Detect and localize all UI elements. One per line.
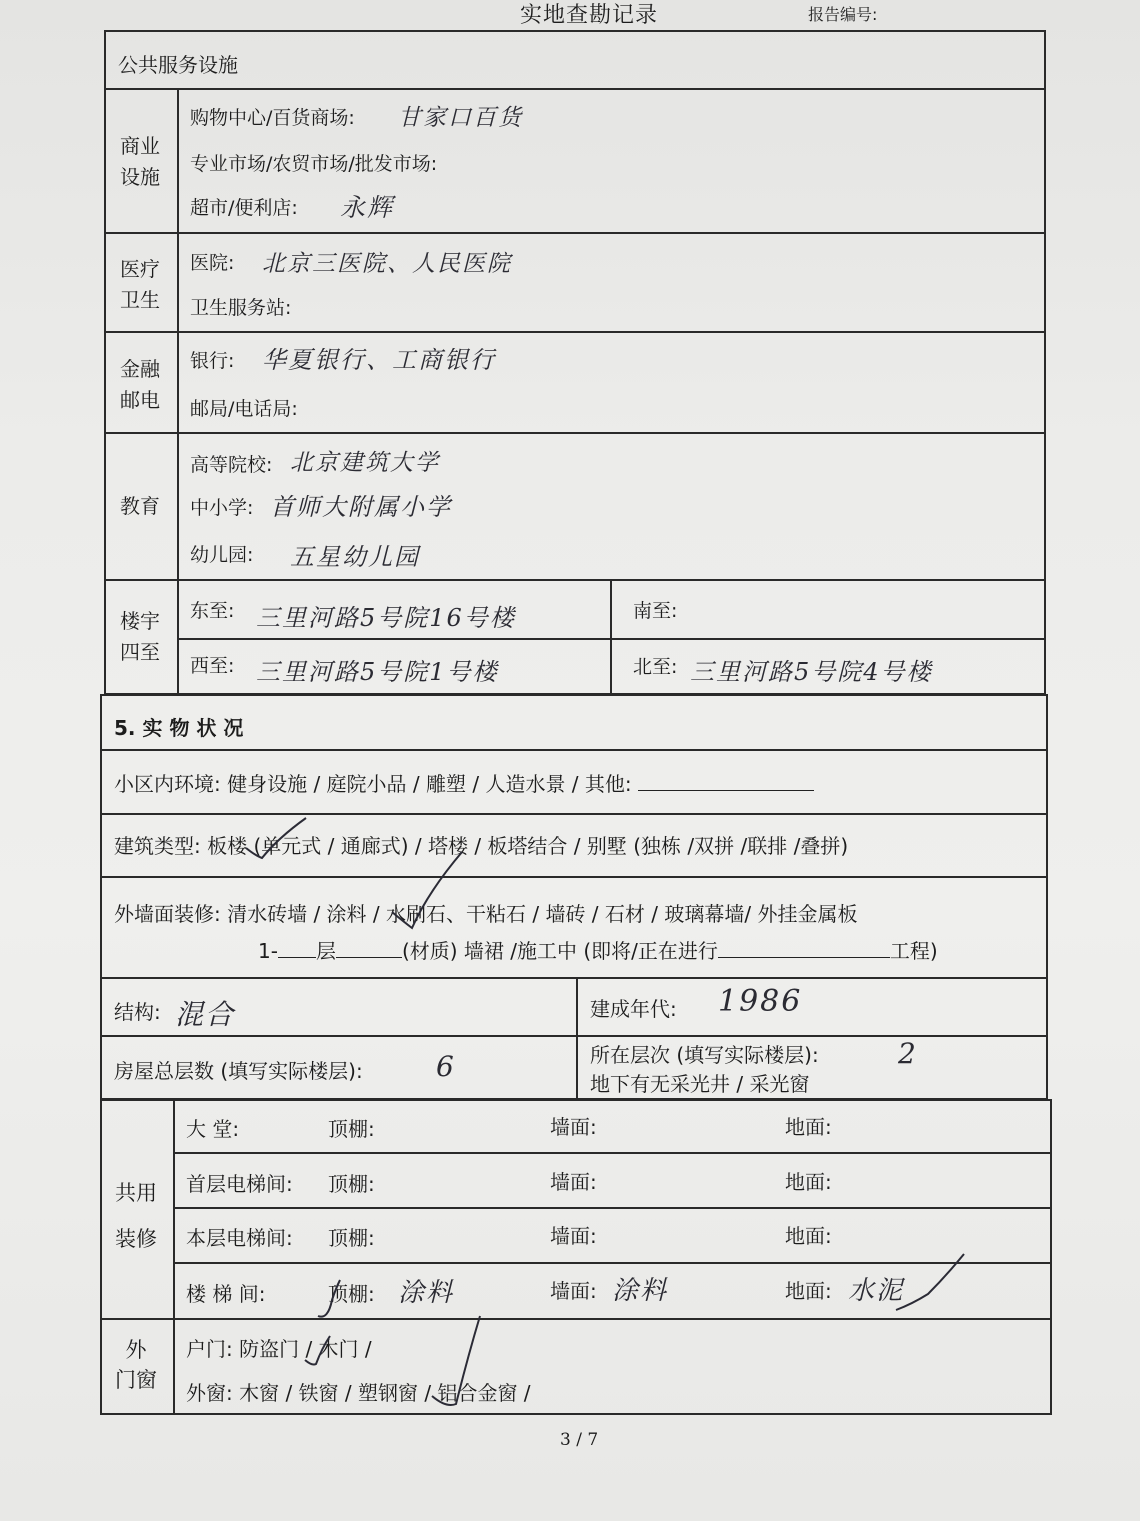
building-type-line: 建筑类型: 板楼 (单元式 / 通廊式) / 塔楼 / 板塔结合 / 别墅 (独栋 /双拼 /联排 /叠拼) [114,834,849,858]
window-line: 外窗: 木窗 / 铁窗 / 塑钢窗 / 铝合金窗 / [186,1381,531,1405]
year-value: 1986 [718,984,803,1019]
bank-value: 华夏银行、工商银行 [262,346,496,374]
supermarket-label: 超市/便利店: [190,197,298,219]
floors-label: 房屋总层数 (填写实际楼层): [114,1059,363,1083]
report-number-label: 报告编号: [808,5,878,24]
environment-line: 小区内环境: 健身设施 / 庭院小品 / 雕塑 / 人造水景 / 其他: [114,768,814,797]
check-mark-facade [392,852,462,928]
lightwell-line: 地下有无采光井 / 采光窗 [590,1072,810,1096]
clinic-label: 卫生服务站: [190,297,292,319]
post-label: 邮局/电话局: [190,398,298,420]
doors-windows-label: 外 门窗 [115,1338,157,1392]
check-mark-stair-floor [896,1254,964,1310]
mall-value: 甘家口百货 [398,105,523,131]
level-label: 所在层次 (填写实际楼层): [590,1043,819,1067]
bank-label: 银行: [190,350,235,372]
north-label: 北至: [633,656,678,678]
hospital-value: 北京三医院、人民医院 [262,251,512,277]
level-value: 2 [898,1037,918,1070]
facade-line-2: 1- 层 (材质) 墙裙 /施工中 (即将/正在进行 工程) [258,939,938,963]
east-label: 东至: [190,600,235,622]
page-number: 3 / 7 [560,1430,599,1450]
check-mark-door [305,1336,330,1365]
kinder-label: 幼儿园: [190,544,254,566]
check-mark-stair-ceiling [318,1280,340,1317]
supermarket-value: 永辉 [340,193,395,222]
section-physical-title: 5. 实 物 状 况 [114,716,244,740]
year-label: 建成年代: [590,997,677,1021]
school-value: 首师大附属小学 [270,493,452,521]
east-value: 三里河路5号院16号楼 [256,604,516,632]
market-label: 专业市场/农贸市场/批发市场: [190,153,438,175]
school-label: 中小学: [190,497,254,519]
shared-decoration-label: 共用 装修 [115,1181,157,1251]
west-value: 三里河路5号院1号楼 [256,658,499,686]
kinder-value: 五星幼儿园 [290,543,420,571]
door-line: 户门: 防盗门 / 木门 / [186,1337,372,1361]
college-value: 北京建筑大学 [290,450,440,476]
structure-label: 结构: [114,1000,161,1024]
south-label: 南至: [633,600,678,622]
structure-value: 混合 [175,998,236,1031]
page-title: 实地查勘记录 [520,3,659,28]
section-public-services-title: 公共服务设施 [118,53,238,77]
check-mark-building-type [246,818,306,858]
education-label: 教育 [120,494,160,518]
medical-label: 医疗 卫生 [120,257,160,312]
boundaries-label: 楼宇 四至 [120,609,160,664]
hospital-label: 医院: [190,252,235,274]
west-label: 西至: [190,655,235,677]
floors-value: 6 [436,1050,456,1083]
finance-label: 金融 邮电 [120,357,160,412]
college-label: 高等院校: [190,454,273,476]
check-mark-window [432,1316,480,1405]
facade-line-1: 外墙面装修: 清水砖墙 / 涂料 / 水刷石、干粘石 / 墙砖 / 石材 / 玻璃幕墙/ 外挂金属板 [114,902,858,926]
north-value: 三里河路5号院4号楼 [690,658,933,686]
mall-label: 购物中心/百货商场: [190,107,355,129]
commercial-label: 商业 设施 [120,134,160,189]
